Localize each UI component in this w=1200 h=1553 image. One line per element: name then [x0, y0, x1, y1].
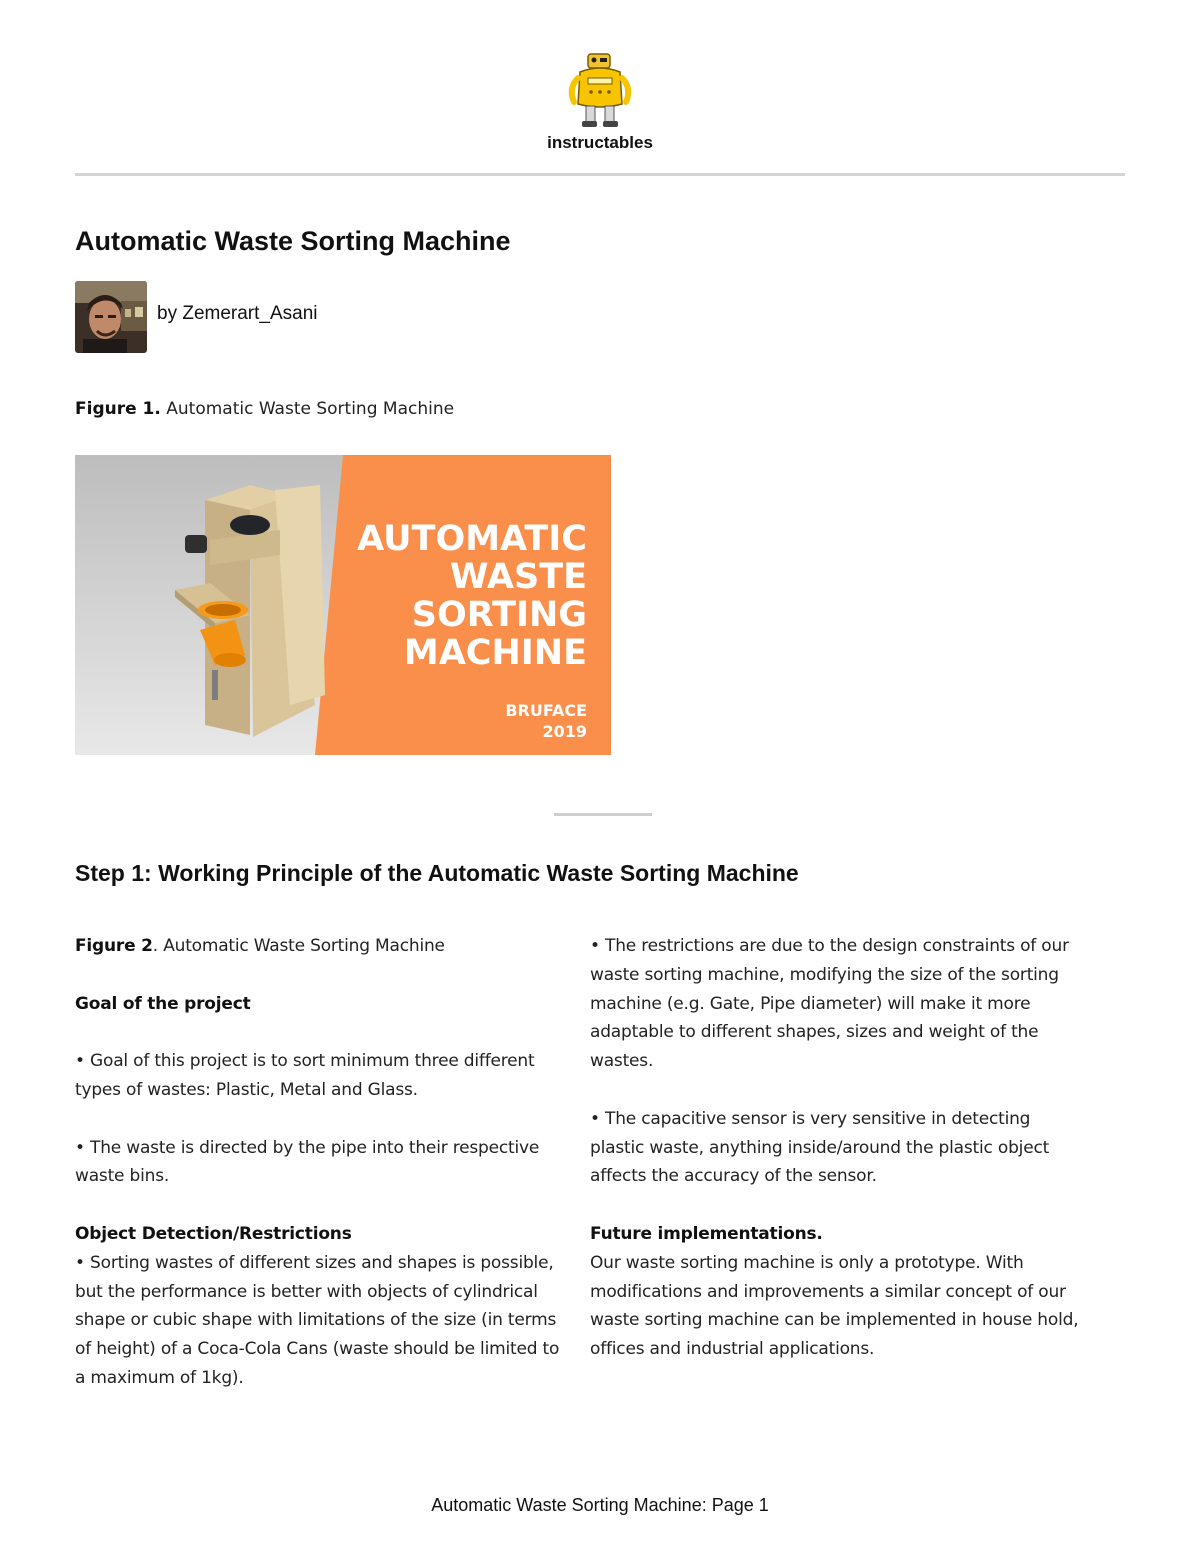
hero-title-line2: WASTE	[449, 557, 587, 597]
avatar-photo	[75, 281, 147, 353]
page-footer: Automatic Waste Sorting Machine: Page 1	[431, 1495, 769, 1515]
restriction-bullet: • The restrictions are due to the design constraints of our waste sorting machine, modifying the size of the sorting machine (e.g. Gate, Pipe diameter) will make it more adaptable to different shapes, sizes and weight of the wastes.	[590, 936, 1069, 1072]
figure2-caption-text: . Automatic Waste Sorting Machine	[152, 936, 445, 956]
goal-bullet-1: • Goal of this project is to sort minimum three different types of wastes: Plastic, Metal and Glass.	[75, 1051, 535, 1100]
figure1-caption-text: Automatic Waste Sorting Machine	[160, 399, 455, 419]
hero-title-line3: SORTING	[411, 595, 587, 635]
author-byline[interactable]: by Zemerart_Asani	[157, 303, 318, 324]
figure2-label: Figure 2	[75, 936, 153, 956]
capacitive-bullet: • The capacitive sensor is very sensitive in detecting plastic waste, anything inside/around the plastic object affects the accuracy of the sensor.	[590, 1108, 1050, 1187]
article-title: Automatic Waste Sorting Machine	[75, 226, 511, 256]
goal-bullet-2: • The waste is directed by the pipe into their respective waste bins.	[75, 1137, 540, 1187]
goal-heading: Goal of the project	[75, 993, 251, 1014]
author-avatar[interactable]	[75, 281, 147, 353]
hero-tag-line2: 2019	[542, 722, 587, 741]
instructables-robot-logo	[560, 48, 640, 132]
hero-title-line1: AUTOMATIC	[357, 519, 587, 559]
step1-left-column	[75, 932, 570, 1393]
future-text: Our waste sorting machine is only a prototype. With modifications and improvements a similar concept of our waste sorting machine can be implemented in house hold, offices and industrial applications.	[590, 1252, 1079, 1360]
hero-tag-line1: BRUFACE	[505, 701, 587, 720]
step1-heading: Step 1: Working Principle of the Automatic Waste Sorting Machine	[75, 860, 799, 886]
future-heading: Future implementations.	[590, 1223, 823, 1244]
figure1-caption	[75, 399, 454, 419]
hero-image	[75, 455, 611, 755]
step1-right-column	[590, 932, 1085, 1364]
hero-title-line4: MACHINE	[403, 633, 587, 673]
figure1-label: Figure 1.	[75, 399, 161, 419]
section-divider	[554, 813, 652, 816]
detection-heading: Object Detection/Restrictions	[75, 1223, 352, 1244]
header-divider	[75, 173, 1125, 176]
figure2-caption	[75, 932, 570, 961]
brand-wordmark[interactable]: instructables	[547, 133, 653, 152]
detection-bullet-1: • Sorting wastes of different sizes and shapes is possible, but the performance is better with objects of cylindrical shape or cubic shape with limitations of the size (in terms of height) of a Coca-Cola Cans (waste should be limited to a maximum of 1kg).	[75, 1252, 560, 1388]
